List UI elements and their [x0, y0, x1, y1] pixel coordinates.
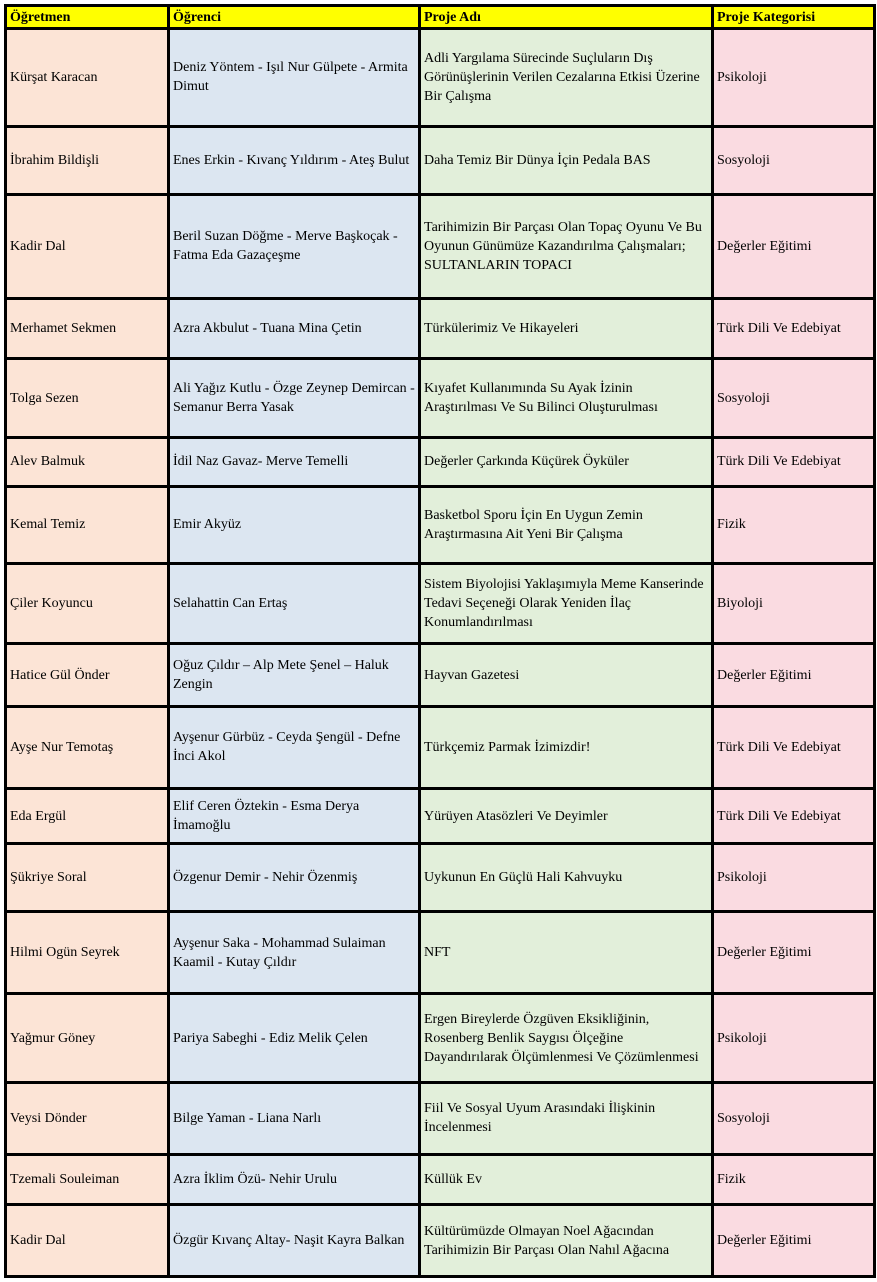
students-cell: Beril Suzan Döğme - Merve Başkoçak - Fatma Eda Gazaçeşme: [169, 194, 420, 298]
students-cell: Elif Ceren Öztekin - Esma Derya İmamoğlu: [169, 789, 420, 844]
teacher-cell: Yağmur Göney: [6, 994, 169, 1082]
project-cell: Adli Yargılama Sürecinde Suçluların Dış Görünüşlerinin Verilen Cezalarına Etkisi Üzerine Bir Çalışma: [420, 29, 713, 127]
category-cell: Sosyoloji: [713, 358, 875, 437]
teacher-cell: İbrahim Bildişli: [6, 126, 169, 194]
table-row: [6, 438, 875, 486]
students-cell: Enes Erkin - Kıvanç Yıldırım - Ateş Bulut: [169, 126, 420, 194]
students-cell: Bilge Yaman - Liana Narlı: [169, 1082, 420, 1154]
project-cell: Türkülerimiz Ve Hikayeleri: [420, 298, 713, 358]
table-row: [6, 911, 875, 993]
project-cell: NFT: [420, 911, 713, 993]
category-cell: Sosyoloji: [713, 126, 875, 194]
category-cell: Değerler Eğitimi: [713, 1205, 875, 1277]
teacher-cell: Kemal Temiz: [6, 486, 169, 563]
project-cell: Uykunun En Güçlü Hali Kahvuyku: [420, 844, 713, 911]
table-row: [6, 486, 875, 563]
category-cell: Fizik: [713, 486, 875, 563]
table-row: [6, 706, 875, 788]
header-row: [6, 6, 875, 29]
category-cell: Değerler Eğitimi: [713, 194, 875, 298]
category-cell: Değerler Eğitimi: [713, 911, 875, 993]
students-cell: Ayşenur Gürbüz - Ceyda Şengül - Defne İnci Akol: [169, 706, 420, 788]
students-cell: Özgenur Demir - Nehir Özenmiş: [169, 844, 420, 911]
project-cell: Küllük Ev: [420, 1155, 713, 1205]
students-cell: Ayşenur Saka - Mohammad Sulaiman Kaamil - Kutay Çıldır: [169, 911, 420, 993]
project-line: Dayandırılarak Ölçümlenmesi Ve Çözümlenmesi: [424, 1049, 699, 1065]
teacher-cell: Tolga Sezen: [6, 358, 169, 437]
header-project: Proje Adı: [420, 6, 713, 29]
students-cell: Oğuz Çıldır – Alp Mete Şenel – Haluk Zengin: [169, 644, 420, 706]
header-students: Öğrenci: [169, 6, 420, 29]
table-row: [6, 789, 875, 844]
teacher-cell: Hilmi Ogün Seyrek: [6, 911, 169, 993]
category-cell: Türk Dili Ve Edebiyat: [713, 438, 875, 486]
table-row: [6, 358, 875, 437]
table-row: [6, 994, 875, 1082]
students-cell: Selahattin Can Ertaş: [169, 563, 420, 643]
category-cell: Sosyoloji: [713, 1082, 875, 1154]
teacher-cell: Çiler Koyuncu: [6, 563, 169, 643]
category-cell: Fizik: [713, 1155, 875, 1205]
table-row: [6, 29, 875, 127]
table-header: [6, 6, 875, 29]
project-cell: Kültürümüzde Olmayan Noel Ağacından Tarihimizin Bir Parçası Olan Nahıl Ağacına: [420, 1205, 713, 1277]
teacher-cell: Tzemali Souleiman: [6, 1155, 169, 1205]
category-cell: Türk Dili Ve Edebiyat: [713, 298, 875, 358]
students-cell: Emir Akyüz: [169, 486, 420, 563]
students-cell: Azra Akbulut - Tuana Mina Çetin: [169, 298, 420, 358]
students-cell: Pariya Sabeghi - Ediz Melik Çelen: [169, 994, 420, 1082]
project-line: Ergen Bireylerde Özgüven Eksikliğinin, Rosenberg Benlik Saygısı Ölçeğine: [424, 1011, 650, 1046]
project-cell: Tarihimizin Bir Parçası Olan Topaç Oyunu Ve Bu Oyunun Günümüze Kazandırılma Çalışmaları; SULTANLARIN TOPACI: [420, 194, 713, 298]
table-row: [6, 644, 875, 706]
table-body: [6, 29, 875, 1277]
header-category: Proje Kategorisi: [713, 6, 875, 29]
students-cell: Deniz Yöntem - Işıl Nur Gülpete - Armita Dimut: [169, 29, 420, 127]
project-cell: Basketbol Sporu İçin En Uygun Zemin Araştırmasına Ait Yeni Bir Çalışma: [420, 486, 713, 563]
category-cell: Türk Dili Ve Edebiyat: [713, 706, 875, 788]
teacher-cell: Veysi Dönder: [6, 1082, 169, 1154]
teacher-cell: Kürşat Karacan: [6, 29, 169, 127]
teacher-cell: Merhamet Sekmen: [6, 298, 169, 358]
teacher-cell: Kadir Dal: [6, 1205, 169, 1277]
table-row: [6, 563, 875, 643]
students-cell: Özgür Kıvanç Altay- Naşit Kayra Balkan: [169, 1205, 420, 1277]
project-cell: Daha Temiz Bir Dünya İçin Pedala BAS: [420, 126, 713, 194]
table-row: [6, 844, 875, 911]
table-row: [6, 126, 875, 194]
table-row: [6, 1155, 875, 1205]
project-cell: Fiil Ve Sosyal Uyum Arasındaki İlişkinin İncelenmesi: [420, 1082, 713, 1154]
teacher-cell: Alev Balmuk: [6, 438, 169, 486]
category-cell: Biyoloji: [713, 563, 875, 643]
category-cell: Psikoloji: [713, 844, 875, 911]
table-row: [6, 194, 875, 298]
table-row: [6, 1205, 875, 1277]
students-cell: İdil Naz Gavaz- Merve Temelli: [169, 438, 420, 486]
category-cell: Psikoloji: [713, 994, 875, 1082]
project-cell: Sistem Biyolojisi Yaklaşımıyla Meme Kanserinde Tedavi Seçeneği Olarak Yeniden İlaç Konumlandırılması: [420, 563, 713, 643]
teacher-cell: Ayşe Nur Temotaş: [6, 706, 169, 788]
teacher-cell: Hatice Gül Önder: [6, 644, 169, 706]
table-row: [6, 1082, 875, 1154]
project-cell: Hayvan Gazetesi: [420, 644, 713, 706]
table-row: [6, 298, 875, 358]
students-cell: Azra İklim Özü- Nehir Urulu: [169, 1155, 420, 1205]
teacher-cell: Kadir Dal: [6, 194, 169, 298]
teacher-cell: Şükriye Soral: [6, 844, 169, 911]
category-cell: Psikoloji: [713, 29, 875, 127]
project-cell: Yürüyen Atasözleri Ve Deyimler: [420, 789, 713, 844]
project-cell: Değerler Çarkında Küçürek Öyküler: [420, 438, 713, 486]
project-table: [4, 4, 876, 1278]
category-cell: Değerler Eğitimi: [713, 644, 875, 706]
header-teacher: Öğretmen: [6, 6, 169, 29]
teacher-cell: Eda Ergül: [6, 789, 169, 844]
students-cell: Ali Yağız Kutlu - Özge Zeynep Demircan - Semanur Berra Yasak: [169, 358, 420, 437]
project-cell: Kıyafet Kullanımında Su Ayak İzinin Araştırılması Ve Su Bilinci Oluşturulması: [420, 358, 713, 437]
project-cell: Türkçemiz Parmak İzimizdir!: [420, 706, 713, 788]
project-cell: [420, 994, 713, 1082]
category-cell: Türk Dili Ve Edebiyat: [713, 789, 875, 844]
